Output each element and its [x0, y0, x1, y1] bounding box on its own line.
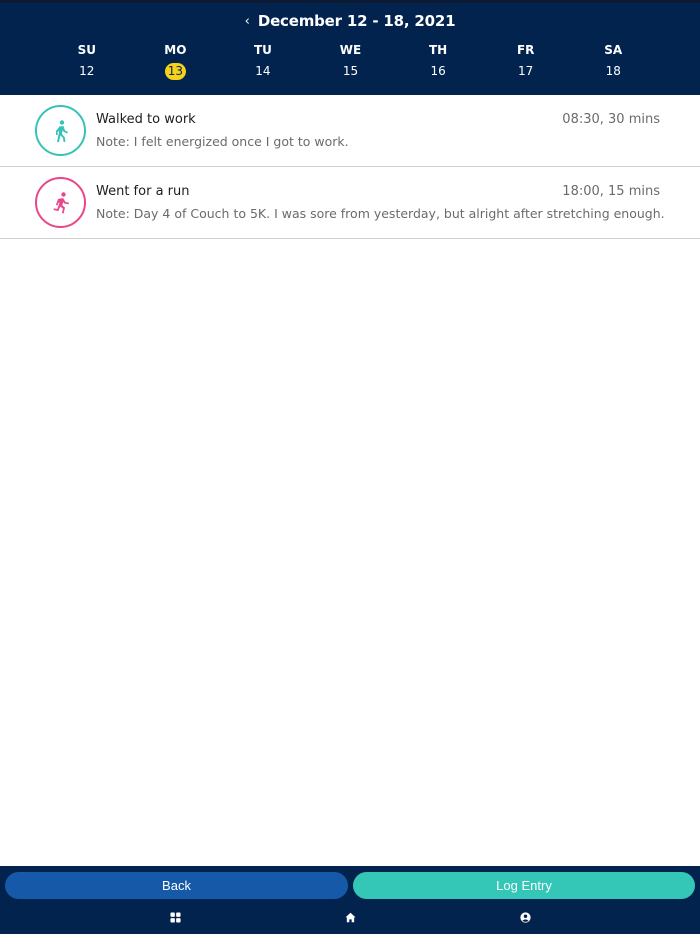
day-number: 15 — [342, 64, 359, 78]
profile-icon[interactable] — [518, 910, 532, 924]
day-number: 12 — [79, 64, 95, 78]
day-friday[interactable] — [482, 41, 570, 80]
log-entry-button[interactable]: Log Entry — [353, 872, 695, 899]
home-icon[interactable] — [343, 910, 357, 924]
running-icon — [35, 177, 86, 228]
week-days — [44, 41, 657, 80]
entry-title: Went for a run — [96, 184, 190, 199]
list-item[interactable] — [0, 95, 700, 167]
day-saturday[interactable] — [569, 41, 657, 80]
day-tuesday[interactable] — [219, 41, 307, 80]
day-abbr: TU — [253, 43, 272, 57]
entry-note: Note: Day 4 of Couch to 5K. I was sore from yesterday, but alright after stretching enough. — [96, 206, 665, 221]
entry-time: 18:00, 15 mins — [562, 184, 660, 199]
day-abbr: TH — [428, 43, 448, 57]
date-range-title: December 12 - 18, 2021 — [257, 12, 456, 30]
entry-title: Walked to work — [96, 112, 196, 127]
day-abbr: SA — [604, 43, 623, 57]
entry-list — [0, 95, 700, 239]
day-abbr: MO — [164, 43, 187, 57]
chevron-left-icon[interactable]: ‹ — [244, 13, 250, 29]
day-abbr: SU — [77, 43, 96, 57]
day-abbr: FR — [516, 43, 535, 57]
footer-bar — [0, 866, 700, 934]
day-abbr: WE — [339, 43, 362, 57]
day-number: 17 — [518, 64, 534, 78]
list-item[interactable] — [0, 167, 700, 239]
day-monday[interactable] — [132, 41, 220, 80]
tab-bar — [0, 910, 700, 928]
day-sunday[interactable] — [43, 41, 131, 80]
day-wednesday[interactable] — [307, 41, 395, 80]
date-range-row — [0, 11, 700, 31]
grid-icon[interactable] — [168, 910, 182, 924]
day-number: 18 — [605, 64, 621, 78]
back-button[interactable]: Back — [5, 872, 348, 899]
day-thursday[interactable] — [394, 41, 482, 80]
day-number: 14 — [255, 64, 271, 78]
entry-note: Note: I felt energized once I got to work. — [96, 134, 349, 149]
entry-time: 08:30, 30 mins — [562, 112, 660, 127]
day-number-selected: 13 — [165, 63, 186, 80]
day-number: 16 — [430, 64, 446, 78]
week-header — [0, 0, 700, 95]
walking-icon — [35, 105, 86, 156]
